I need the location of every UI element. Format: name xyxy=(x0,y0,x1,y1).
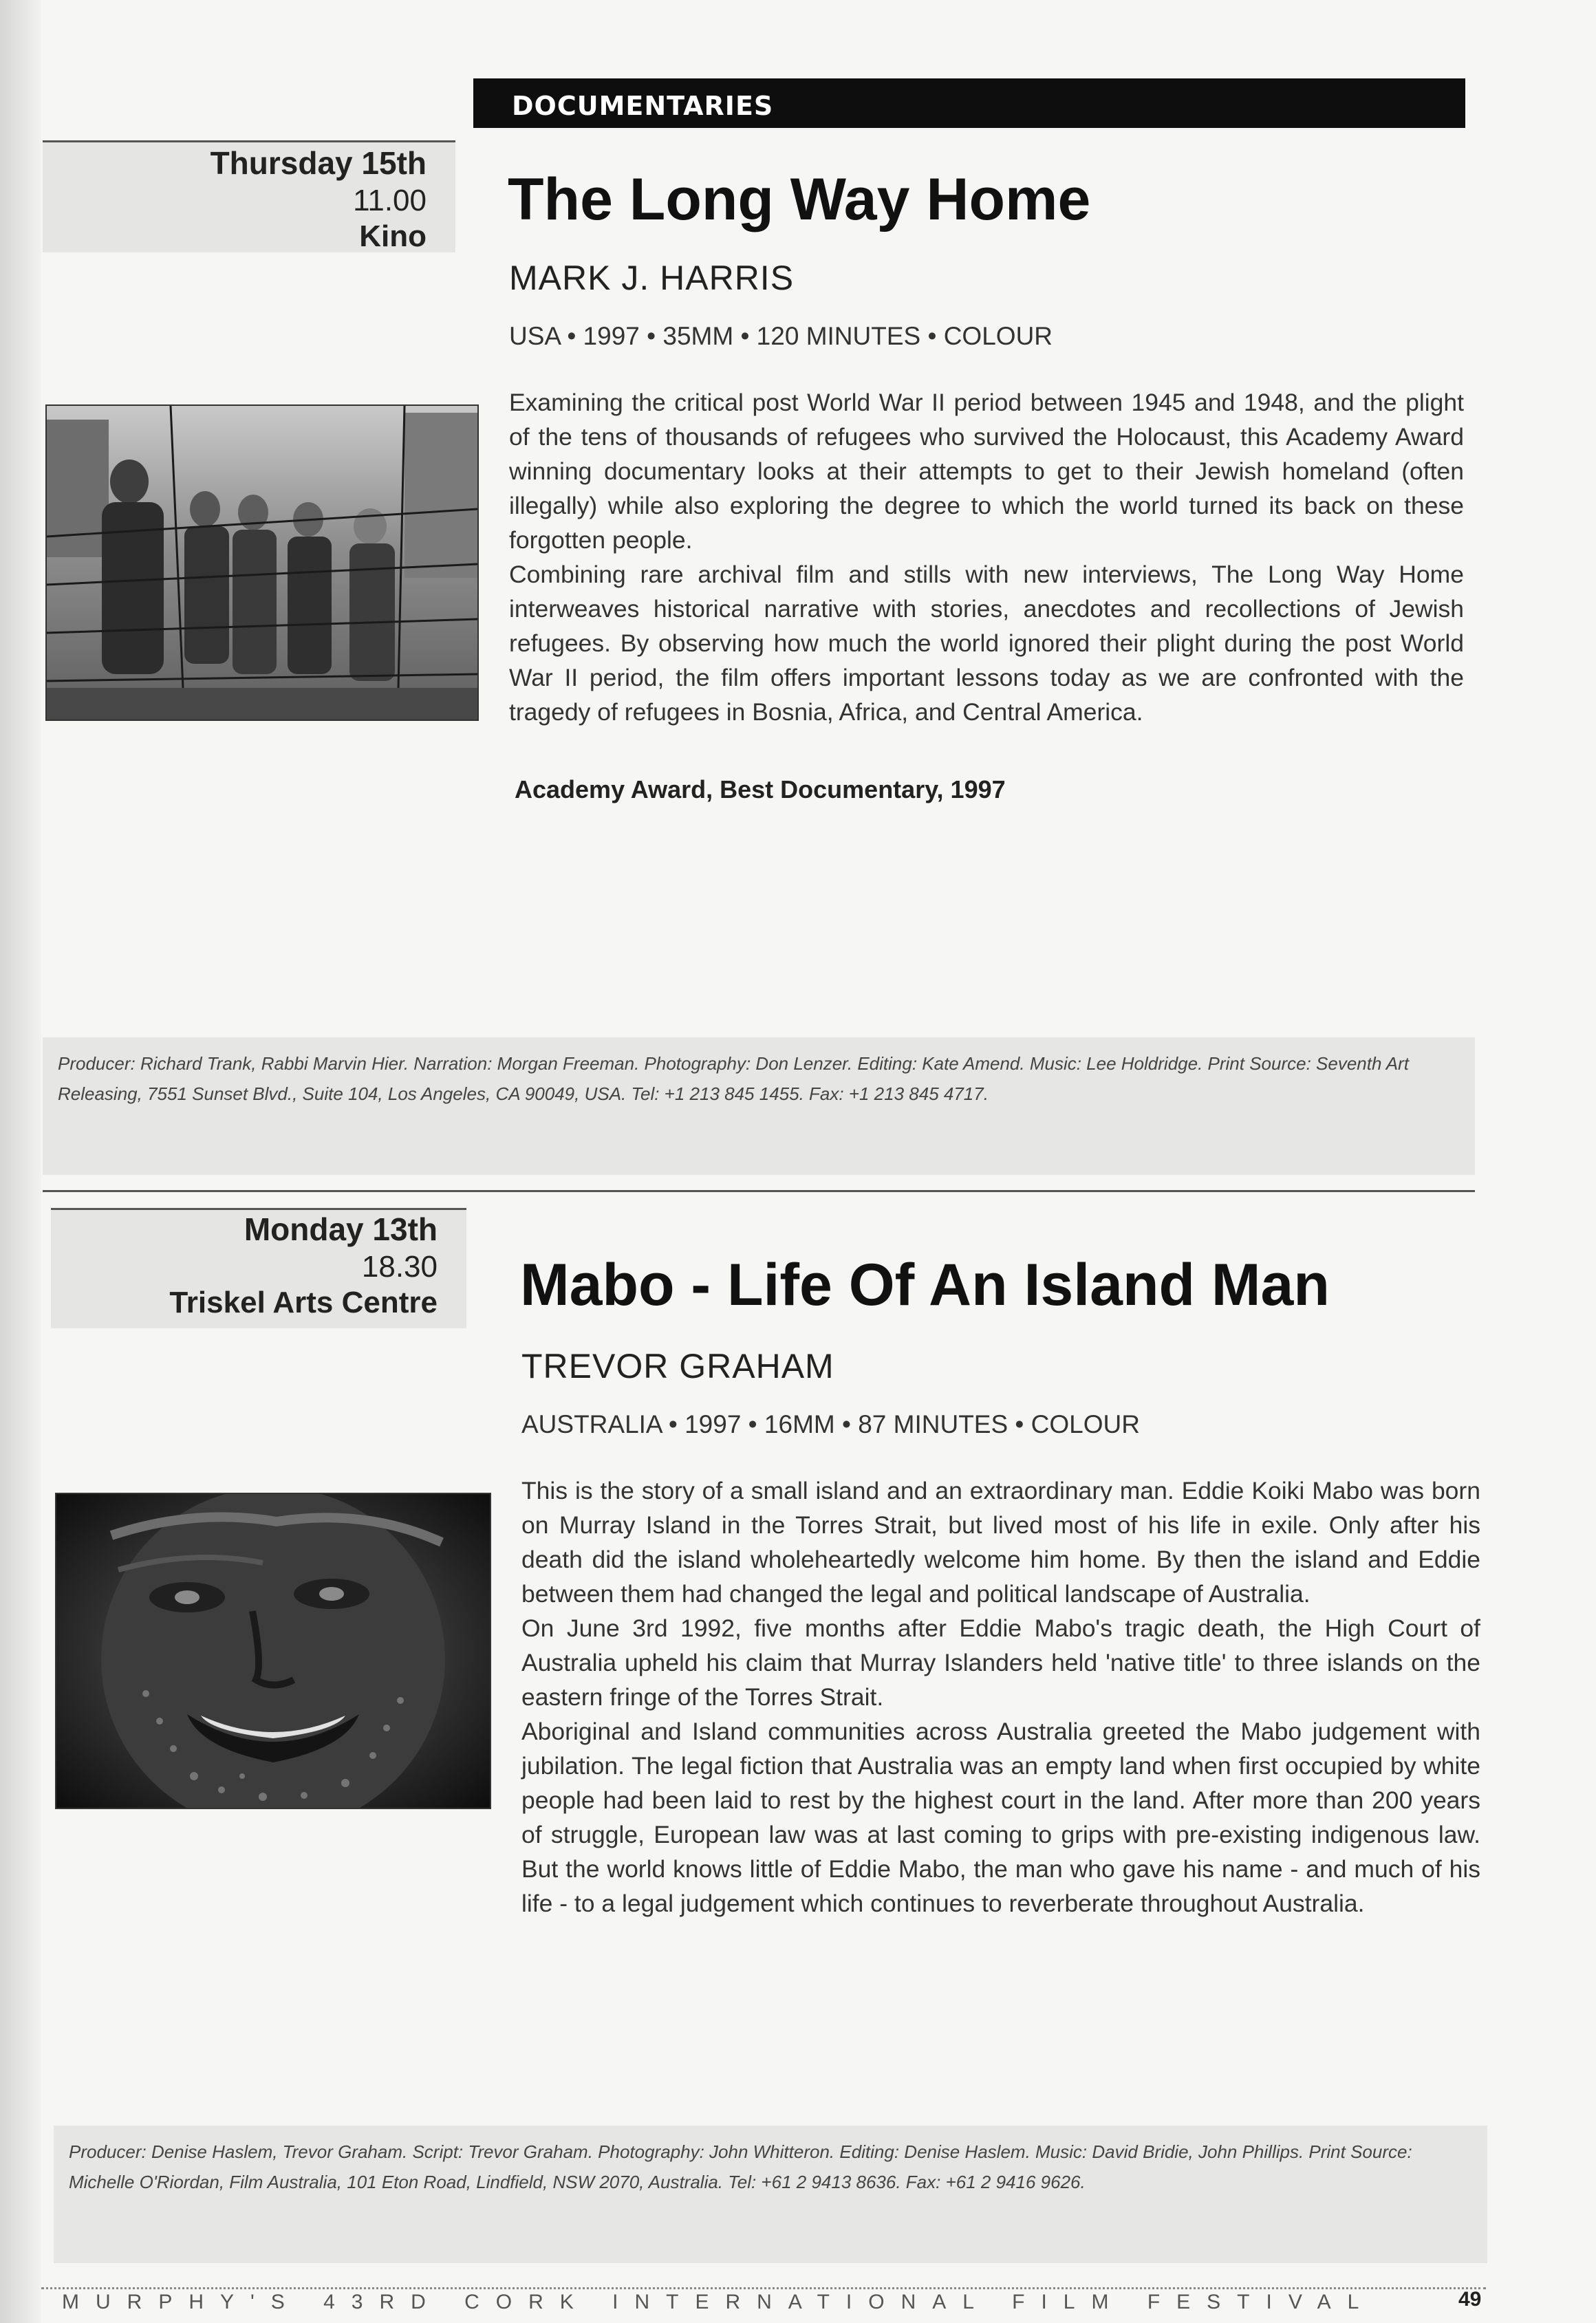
film-synopsis xyxy=(509,385,1464,729)
film-title: The Long Way Home xyxy=(508,166,1091,233)
screening-venue: Triskel Arts Centre xyxy=(169,1286,438,1319)
screening-time: 11.00 xyxy=(353,184,427,217)
footer-rule xyxy=(41,2287,1486,2289)
synopsis-paragraph: Examining the critical post World War II period between 1945 and 1948, and the plight of the tens of thousands of refugees who survived the Holocaust, this Academy Award winning documentary looks at their attempts to get to their Jewish homeland (often illegally) while also exploring the degree to which the world turned its back on these forgotten people. xyxy=(509,389,1464,554)
film-credits: Producer: Richard Trank, Rabbi Marvin Hier. Narration: Morgan Freeman. Photography: Don Lenzer. Editing: Kate Amend. Music: Lee Holdridge. Print Source: Seventh Art Releasing, 7551 Sunset Blvd., Suite 104, Los Angeles, CA 90049, USA. Tel: +1 213 845 1455. Fax: +1 213 845 4717. xyxy=(58,1053,1409,1104)
page-number: 49 xyxy=(1458,2288,1482,2311)
film-director: MARK J. HARRIS xyxy=(509,259,795,297)
festival-footer: MURPHY'S 43RD CORK INTERNATIONAL FILM FESTIVAL xyxy=(62,2291,1376,2313)
screening-day: Thursday 15th xyxy=(210,145,427,181)
film-title: Mabo - Life Of An Island Man xyxy=(520,1252,1330,1318)
refugees-behind-barbed-wire-photo xyxy=(45,404,479,721)
film-credits: Producer: Denise Haslem, Trevor Graham. Script: Trevor Graham. Photography: John Whitteron. Editing: Denise Haslem. Music: David Bridie, John Phillips. Print Source: Michelle O'Riordan, Film Australia, 101 Eton Road, Lindfield, NSW 2070, Australia. Tel: +61 2 9413 8636. Fax: +61 2 9416 9626. xyxy=(69,2141,1412,2192)
film-award: Academy Award, Best Documentary, 1997 xyxy=(515,775,1006,803)
synopsis-paragraph: Aboriginal and Island communities across Australia greeted the Mabo judgement with jubilation. The legal fiction that Australia was an empty land when first occupied by white people had been laid to rest by the highest court in the land. After more than 200 years of struggle, European law was at last coming to grips with pre-existing indigenous law. But the world knows little of Eddie Mabo, the man who gave his name - and much of his life - to a legal judgement which continues to reverberate throughout Australia. xyxy=(521,1718,1480,1917)
synopsis-paragraph: On June 3rd 1992, five months after Eddie Mabo's tragic death, the High Court of Australia upheld his claim that Murray Islanders held 'native title' to three islands on the eastern fringe of the Torres Strait. xyxy=(521,1614,1480,1711)
film-divider xyxy=(43,1190,1475,1192)
film-director: TREVOR GRAHAM xyxy=(521,1347,834,1385)
synopsis-paragraph: This is the story of a small island and an extraordinary man. Eddie Koiki Mabo was born on Murray Island in the Torres Strait, but lived most of his life in exile. Only after his death did the island wholeheartedly welcome him home. By then the island and Eddie between them had changed the legal and political landscape of Australia. xyxy=(521,1477,1480,1608)
film-details: USA • 1997 • 35MM • 120 MINUTES • COLOUR xyxy=(509,322,1053,350)
screening-time: 18.30 xyxy=(361,1250,438,1284)
screening-schedule xyxy=(51,1209,438,1321)
screening-venue: Kino xyxy=(359,219,427,253)
section-label: DOCUMENTARIES xyxy=(512,91,774,121)
screening-schedule xyxy=(43,143,427,255)
screening-day: Monday 13th xyxy=(244,1211,438,1247)
film-details: AUSTRALIA • 1997 • 16MM • 87 MINUTES • COLOUR xyxy=(521,1410,1140,1438)
film-synopsis xyxy=(521,1473,1480,1921)
synopsis-paragraph: Combining rare archival film and stills with new interviews, The Long Way Home interweaves historical narrative with stories, anecdotes and recollections of Jewish refugees. By observing how much the world ignored their plight during the post World War II period, the film offers important lessons today as we are confronted with the tragedy of refugees in Bosnia, Africa, and Central America. xyxy=(509,561,1464,726)
smiling-man-portrait-photo xyxy=(55,1493,491,1809)
page-spine-shadow xyxy=(0,0,41,2323)
